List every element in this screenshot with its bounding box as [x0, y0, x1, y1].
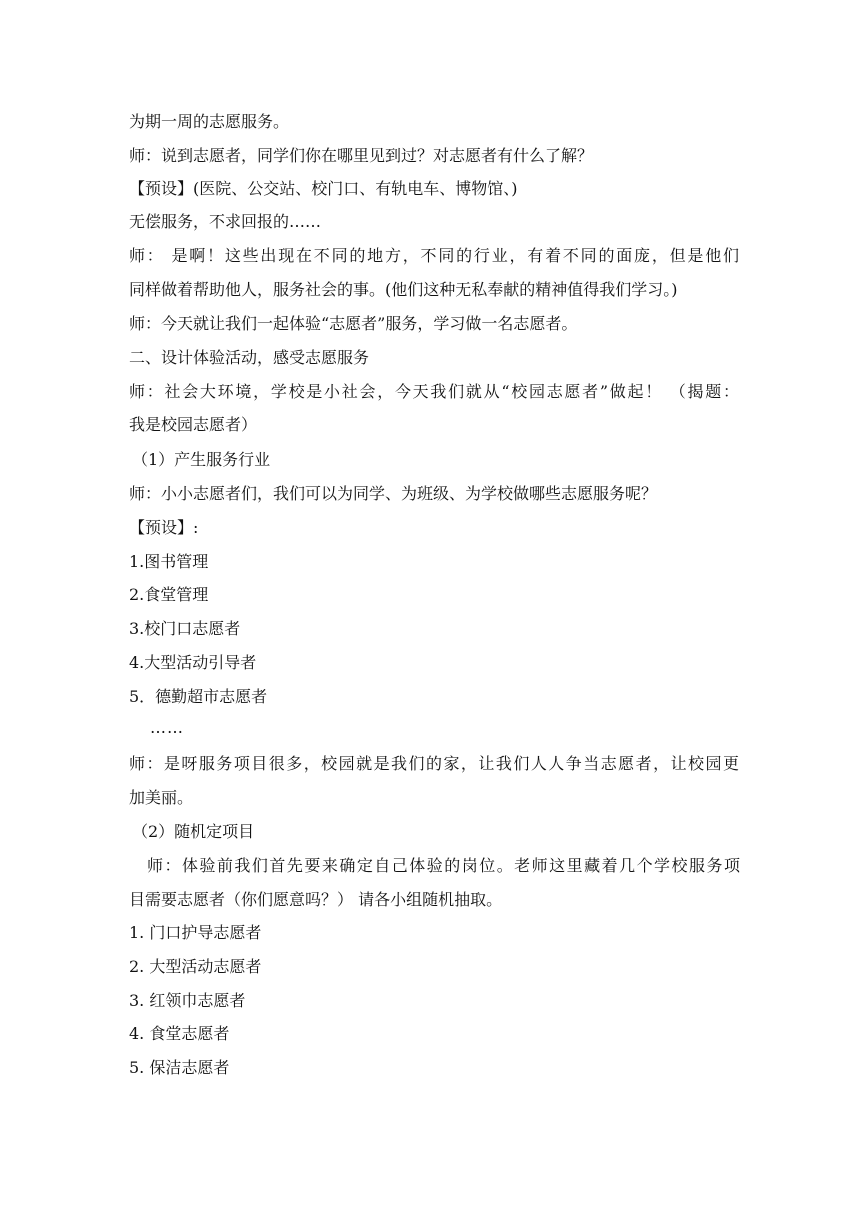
subsection-heading: （1）产生服务行业 — [132, 450, 271, 469]
list-item: 2. 大型活动志愿者 — [129, 957, 262, 976]
section-heading: 二、设计体验活动，感受志愿服务 — [129, 348, 370, 367]
paragraph-line: 目需要志愿者（你们愿意吗？） 请各小组随机抽取。 — [129, 890, 503, 909]
paragraph-line: 同样做着帮助他人，服务社会的事。(他们这种无私奉献的精神值得我们学习。) — [129, 280, 678, 299]
paragraph-line: 【预设】: — [129, 518, 199, 537]
list-item: 3.校门口志愿者 — [129, 619, 241, 638]
subsection-heading: （2）随机定项目 — [132, 822, 255, 841]
paragraph-line: 师：今天就让我们一起体验“志愿者”服务，学习做一名志愿者。 — [129, 314, 578, 333]
list-item: 4. 食堂志愿者 — [129, 1024, 230, 1043]
paragraph-line: 加美丽。 — [129, 788, 194, 807]
list-item: 2.食堂管理 — [129, 585, 209, 604]
paragraph-line: 师：说到志愿者，同学们你在哪里见到过？对志愿者有什么了解？ — [129, 146, 594, 165]
list-item: 5. 保洁志愿者 — [129, 1058, 230, 1077]
list-item: 1. 门口护导志愿者 — [129, 923, 262, 942]
paragraph-line: 师：社会大环境，学校是小社会，今天我们就从“校园志愿者”做起！ （揭题： — [129, 382, 739, 401]
paragraph-line: 师：是呀服务项目很多，校园就是我们的家，让我们人人争当志愿者，让校园更 — [129, 754, 739, 773]
list-item: 5．德勤超市志愿者 — [129, 687, 268, 706]
paragraph-line: 师：体验前我们首先要来确定自己体验的岗位。老师这里藏着几个学校服务项 — [147, 856, 740, 875]
paragraph-line: 【预设】(医院、公交站、校门口、有轨电车、博物馆、) — [129, 179, 518, 198]
paragraph-line: 为期一周的志愿服务。 — [129, 112, 290, 131]
list-item: 4.大型活动引导者 — [129, 653, 257, 672]
paragraph-line: 师：小小志愿者们，我们可以为同学、为班级、为学校做哪些志愿服务呢？ — [129, 484, 658, 503]
paragraph-line: 我是校园志愿者） — [129, 415, 258, 434]
paragraph-line: 师： 是啊！这些出现在不同的地方，不同的行业，有着不同的面庞，但是他们 — [129, 246, 739, 265]
paragraph-line: 无偿服务，不求回报的…… — [129, 212, 322, 231]
list-item: 1.图书管理 — [129, 552, 209, 571]
ellipsis: …… — [150, 718, 184, 737]
list-item: 3. 红领巾志愿者 — [129, 991, 246, 1010]
